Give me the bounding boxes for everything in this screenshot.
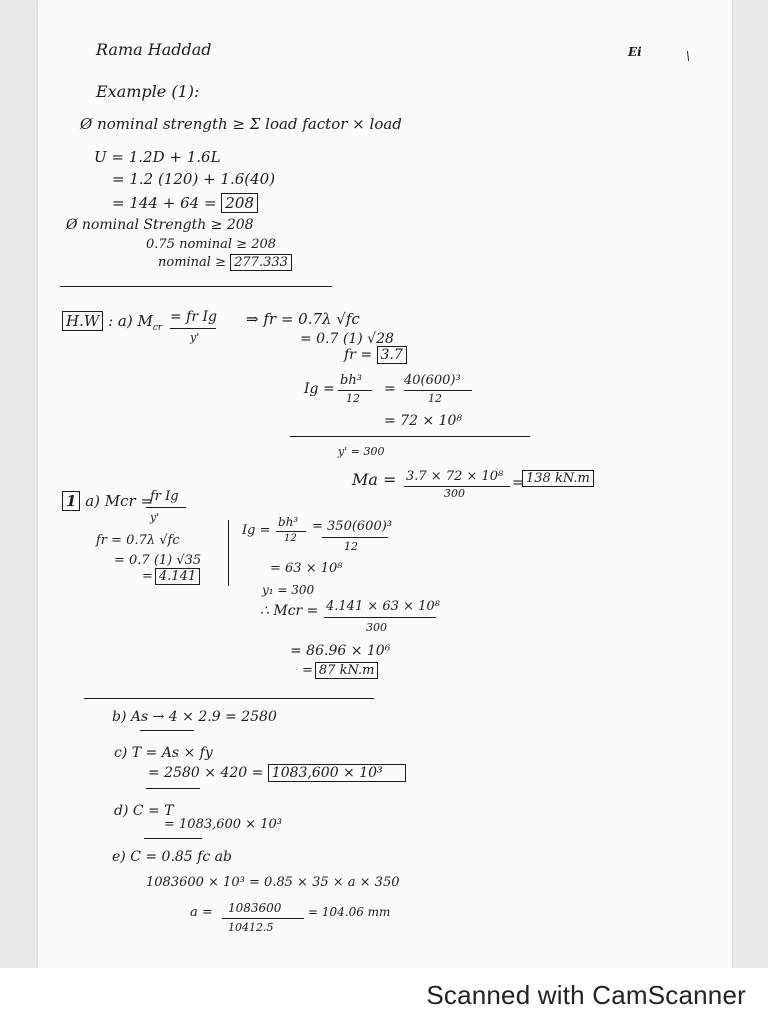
hw-a-prefix: : a) M <box>108 312 153 330</box>
hw-ig-fraction-bar-2 <box>404 390 472 391</box>
nominal-line-2: 0.75 nominal ≥ 208 <box>146 237 277 252</box>
author-name: Rama Haddad <box>96 40 212 59</box>
example-title: Example (1): <box>96 82 200 101</box>
q1-ig-result: = 63 × 10⁸ <box>270 561 343 576</box>
hw-a-numerator: = fr Ig <box>170 309 217 325</box>
q1-b-underline <box>140 730 194 731</box>
q1-e-numerator: 1083600 <box>228 901 282 915</box>
q1-c-line-1: c) T = As × fy <box>114 745 213 761</box>
hw-label-box: H.W <box>62 311 103 331</box>
q1-number-box: 1 <box>62 491 80 511</box>
hw-y-value: y' = 300 <box>338 445 385 458</box>
nominal-line-1: Ø nominal Strength ≥ 208 <box>66 217 254 233</box>
q1-mcr-denominator: 300 <box>366 621 387 634</box>
hw-ma-numerator: 3.7 × 72 × 10⁸ <box>406 469 504 484</box>
q1-e-denominator: 10412.5 <box>228 921 274 934</box>
q1-mcr-box: 87 kN.m <box>315 662 379 679</box>
q1-c-result-box: 1083,600 × 10³ <box>268 764 406 782</box>
hw-fr-line-3 <box>344 348 407 362</box>
hw-heading <box>62 314 162 333</box>
hw-a-fraction-bar <box>170 328 216 329</box>
hw-ma-box: 138 kN.m <box>522 470 594 487</box>
q1-a-prefix: a) Mcr = <box>85 492 154 510</box>
q1-fr-line-2: = 0.7 (1) √35 <box>114 553 202 568</box>
hw-fr-result-box: 3.7 <box>377 346 407 364</box>
q1-a-denominator: y' <box>150 511 160 524</box>
q1-heading <box>62 494 153 509</box>
hw-fr-line-2: = 0.7 (1) √28 <box>300 331 394 347</box>
nominal-line-3-text: nominal ≥ <box>158 255 226 270</box>
page-mark: Ei <box>628 45 642 59</box>
section-divider-1 <box>60 286 332 287</box>
hw-ig-result: = 72 × 10⁸ <box>384 413 463 429</box>
q1-e-line-1: e) C = 0.85 fc ab <box>112 849 232 865</box>
u-line-2: = 1.2 (120) + 1.6(40) <box>112 170 276 188</box>
q1-fr-line-3: = 4.141 <box>142 570 200 583</box>
q1-mcr-result-box: = 87 kN.m <box>302 664 378 677</box>
q1-fr-result-box: 4.141 <box>155 568 200 585</box>
q1-ig-denominator: 12 <box>284 533 297 544</box>
q1-c-line-2-text: = 2580 × 420 = <box>148 765 264 781</box>
q1-column-divider <box>228 520 229 586</box>
hw-ig-equals: = <box>384 381 396 397</box>
hw-ig-denominator-2: 12 <box>428 392 442 405</box>
hw-ig-numerator: bh³ <box>340 373 362 388</box>
q1-y-value: y₁ = 300 <box>262 583 315 597</box>
u-result-box: 208 <box>221 193 258 213</box>
q1-b-line: b) As → 4 × 2.9 = 2580 <box>112 709 277 725</box>
q1-a-numerator: fr Ig <box>150 489 179 504</box>
q1-c-underline <box>146 788 200 789</box>
nominal-result-box: 277.333 <box>230 254 292 271</box>
q1-c-line-2 <box>148 766 406 780</box>
q1-mcr-numerator: 4.141 × 63 × 10⁸ <box>326 599 440 614</box>
q1-ig-fraction-bar <box>276 531 306 532</box>
q1-e-result: = 104.06 mm <box>308 905 391 919</box>
q1-e-lhs: a = <box>190 905 213 920</box>
u-line-1: U = 1.2D + 1.6L <box>94 148 221 166</box>
nominal-line-3 <box>158 256 292 269</box>
q1-e-fraction-bar <box>222 918 304 919</box>
hw-divider <box>290 436 530 437</box>
q1-ig-fraction-bar-2 <box>322 537 388 538</box>
hw-ig-numerator-2: 40(600)³ <box>404 373 461 388</box>
hw-ma-equals: = <box>512 475 524 491</box>
hw-ig-lhs: Ig = <box>304 381 335 397</box>
hw-fr-line-3-text: fr = <box>344 347 373 363</box>
q1-mcr-lhs: ∴ Mcr = <box>260 603 319 619</box>
q1-ig-denominator-2: 12 <box>344 540 358 553</box>
q1-fr-line-1: fr = 0.7λ √fc <box>96 533 180 548</box>
camscanner-watermark: Scanned with CamScanner <box>426 980 746 1010</box>
q1-d-line-1: d) C = T <box>114 803 174 819</box>
hw-ma-result-box <box>522 472 594 485</box>
design-rule: Ø nominal strength ≥ Σ load factor × load <box>80 115 402 133</box>
hw-ig-fraction-bar <box>338 390 372 391</box>
hw-ma-lhs: Ma = <box>352 470 397 489</box>
hw-a-sub: cr <box>152 323 163 333</box>
hw-a-denominator: y' <box>190 331 200 344</box>
q1-a-fraction-bar <box>146 507 186 508</box>
hw-ma-denominator: 300 <box>444 487 465 500</box>
q1-e-line-2: 1083600 × 10³ = 0.85 × 35 × a × 350 <box>146 875 400 890</box>
u-line-3-text: = 144 + 64 = <box>112 194 217 212</box>
u-line-3 <box>112 196 258 211</box>
q1-mcr-result: = 86.96 × 10⁶ <box>290 643 391 659</box>
q1-ig-lhs: Ig = <box>242 523 271 538</box>
q1-ig-numerator-2: = 350(600)³ <box>312 519 393 534</box>
section-divider-2 <box>84 698 374 699</box>
hw-fr-line-1: ⇒ fr = 0.7λ √fc <box>246 310 360 328</box>
q1-mcr-fraction-bar <box>324 617 436 618</box>
q1-d-line-2: = 1083,600 × 10³ <box>164 817 282 832</box>
hw-ig-denominator: 12 <box>346 392 360 405</box>
stray-mark: \ <box>686 49 691 63</box>
q1-d-underline <box>144 838 202 839</box>
q1-ig-numerator: bh³ <box>278 515 299 529</box>
